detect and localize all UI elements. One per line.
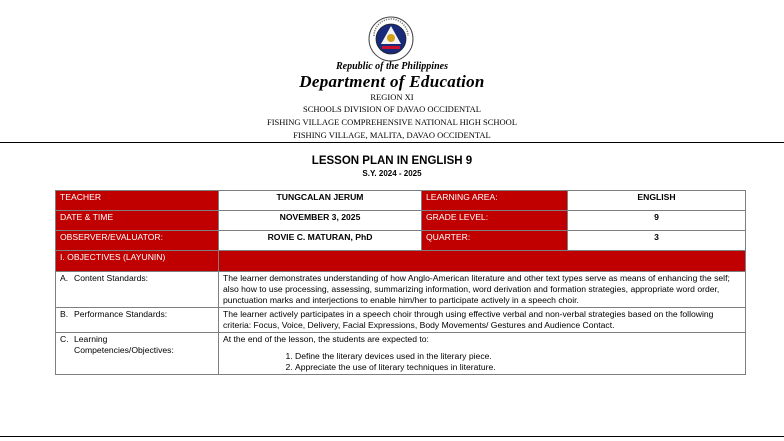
address-line: FISHING VILLAGE, MALITA, DAVAO OCCIDENTAL [293, 130, 491, 140]
page-bottom-divider [0, 436, 784, 437]
competencies-list [223, 351, 741, 373]
quarter-label: QUARTER: [422, 231, 568, 251]
lesson-plan-table [55, 190, 746, 375]
competencies-num: C. [60, 334, 69, 344]
performance-standards-label-text: Performance Standards: [74, 309, 168, 319]
division-line: SCHOOLS DIVISION OF DAVAO OCCIDENTAL [303, 104, 481, 114]
quarter-value: 3 [568, 231, 746, 251]
performance-standards-row [56, 308, 746, 333]
content-standards-row [56, 272, 746, 308]
competencies-label-line2: Competencies/Objectives: [74, 345, 174, 355]
region-line: REGION XI [370, 92, 414, 102]
competencies-label-line1: Learning [74, 334, 108, 344]
objectives-heading: I. OBJECTIVES (LAYUNIN) [56, 251, 219, 272]
competencies-label [56, 333, 219, 375]
performance-standards-text: The learner actively participates in a speech choir through using effective verbal and non-verbal strategies based on the following criteria: Focus, Voice, Delivery, Facial Expressions, Body Movements/ Gestures and Audience Contact. [219, 308, 746, 333]
deped-seal-logo [368, 16, 414, 62]
observer-value: ROVIE C. MATURAN, PhD [219, 231, 422, 251]
grade-level-value: 9 [568, 211, 746, 231]
grade-level-label: GRADE LEVEL: [422, 211, 568, 231]
observer-label: OBSERVER/EVALUATOR: [56, 231, 219, 251]
competencies-row [56, 333, 746, 375]
performance-standards-label [56, 308, 219, 333]
table-row [56, 211, 746, 231]
school-line: FISHING VILLAGE COMPREHENSIVE NATIONAL HIGH SCHOOL [266, 117, 518, 127]
list-item: 1. Define the literary devices used in the literary piece. [295, 351, 741, 362]
content-standards-label-text: Content Standards: [74, 273, 149, 283]
header-divider [0, 142, 784, 143]
table-row [56, 191, 746, 211]
competencies-intro: At the end of the lesson, the students are expected to: [223, 334, 429, 344]
date-value: NOVEMBER 3, 2025 [219, 211, 422, 231]
date-label: DATE & TIME [56, 211, 219, 231]
teacher-label: TEACHER [56, 191, 219, 211]
competencies-content [219, 333, 746, 375]
list-item: 2. Appreciate the use of literary techniques in literature. [295, 362, 741, 373]
content-standards-num: A. [60, 273, 69, 283]
teacher-value: TUNGCALAN JERUM [219, 191, 422, 211]
performance-standards-num: B. [60, 309, 69, 319]
learning-area-label: LEARNING AREA: [422, 191, 568, 211]
department-heading: Department of Education [299, 72, 485, 91]
school-year: S.Y. 2024 - 2025 [362, 169, 422, 178]
content-standards-label [56, 272, 219, 308]
page-title: LESSON PLAN IN ENGLISH 9 [311, 155, 473, 167]
objectives-heading-row [56, 251, 746, 272]
republic-heading: Republic of the Philippines [336, 61, 448, 72]
table-row [56, 231, 746, 251]
content-standards-text: The learner demonstrates understanding of how Anglo-American literature and other text types serve as means of enhancing the self; also how to use processing, assessing, summarizing information, word derivation and formation strategies, appropriate word order, punctuation marks and interjections to enable him/her to participate actively in a speech choir. [219, 272, 746, 308]
learning-area-value: ENGLISH [568, 191, 746, 211]
objectives-heading-fill [219, 251, 746, 272]
